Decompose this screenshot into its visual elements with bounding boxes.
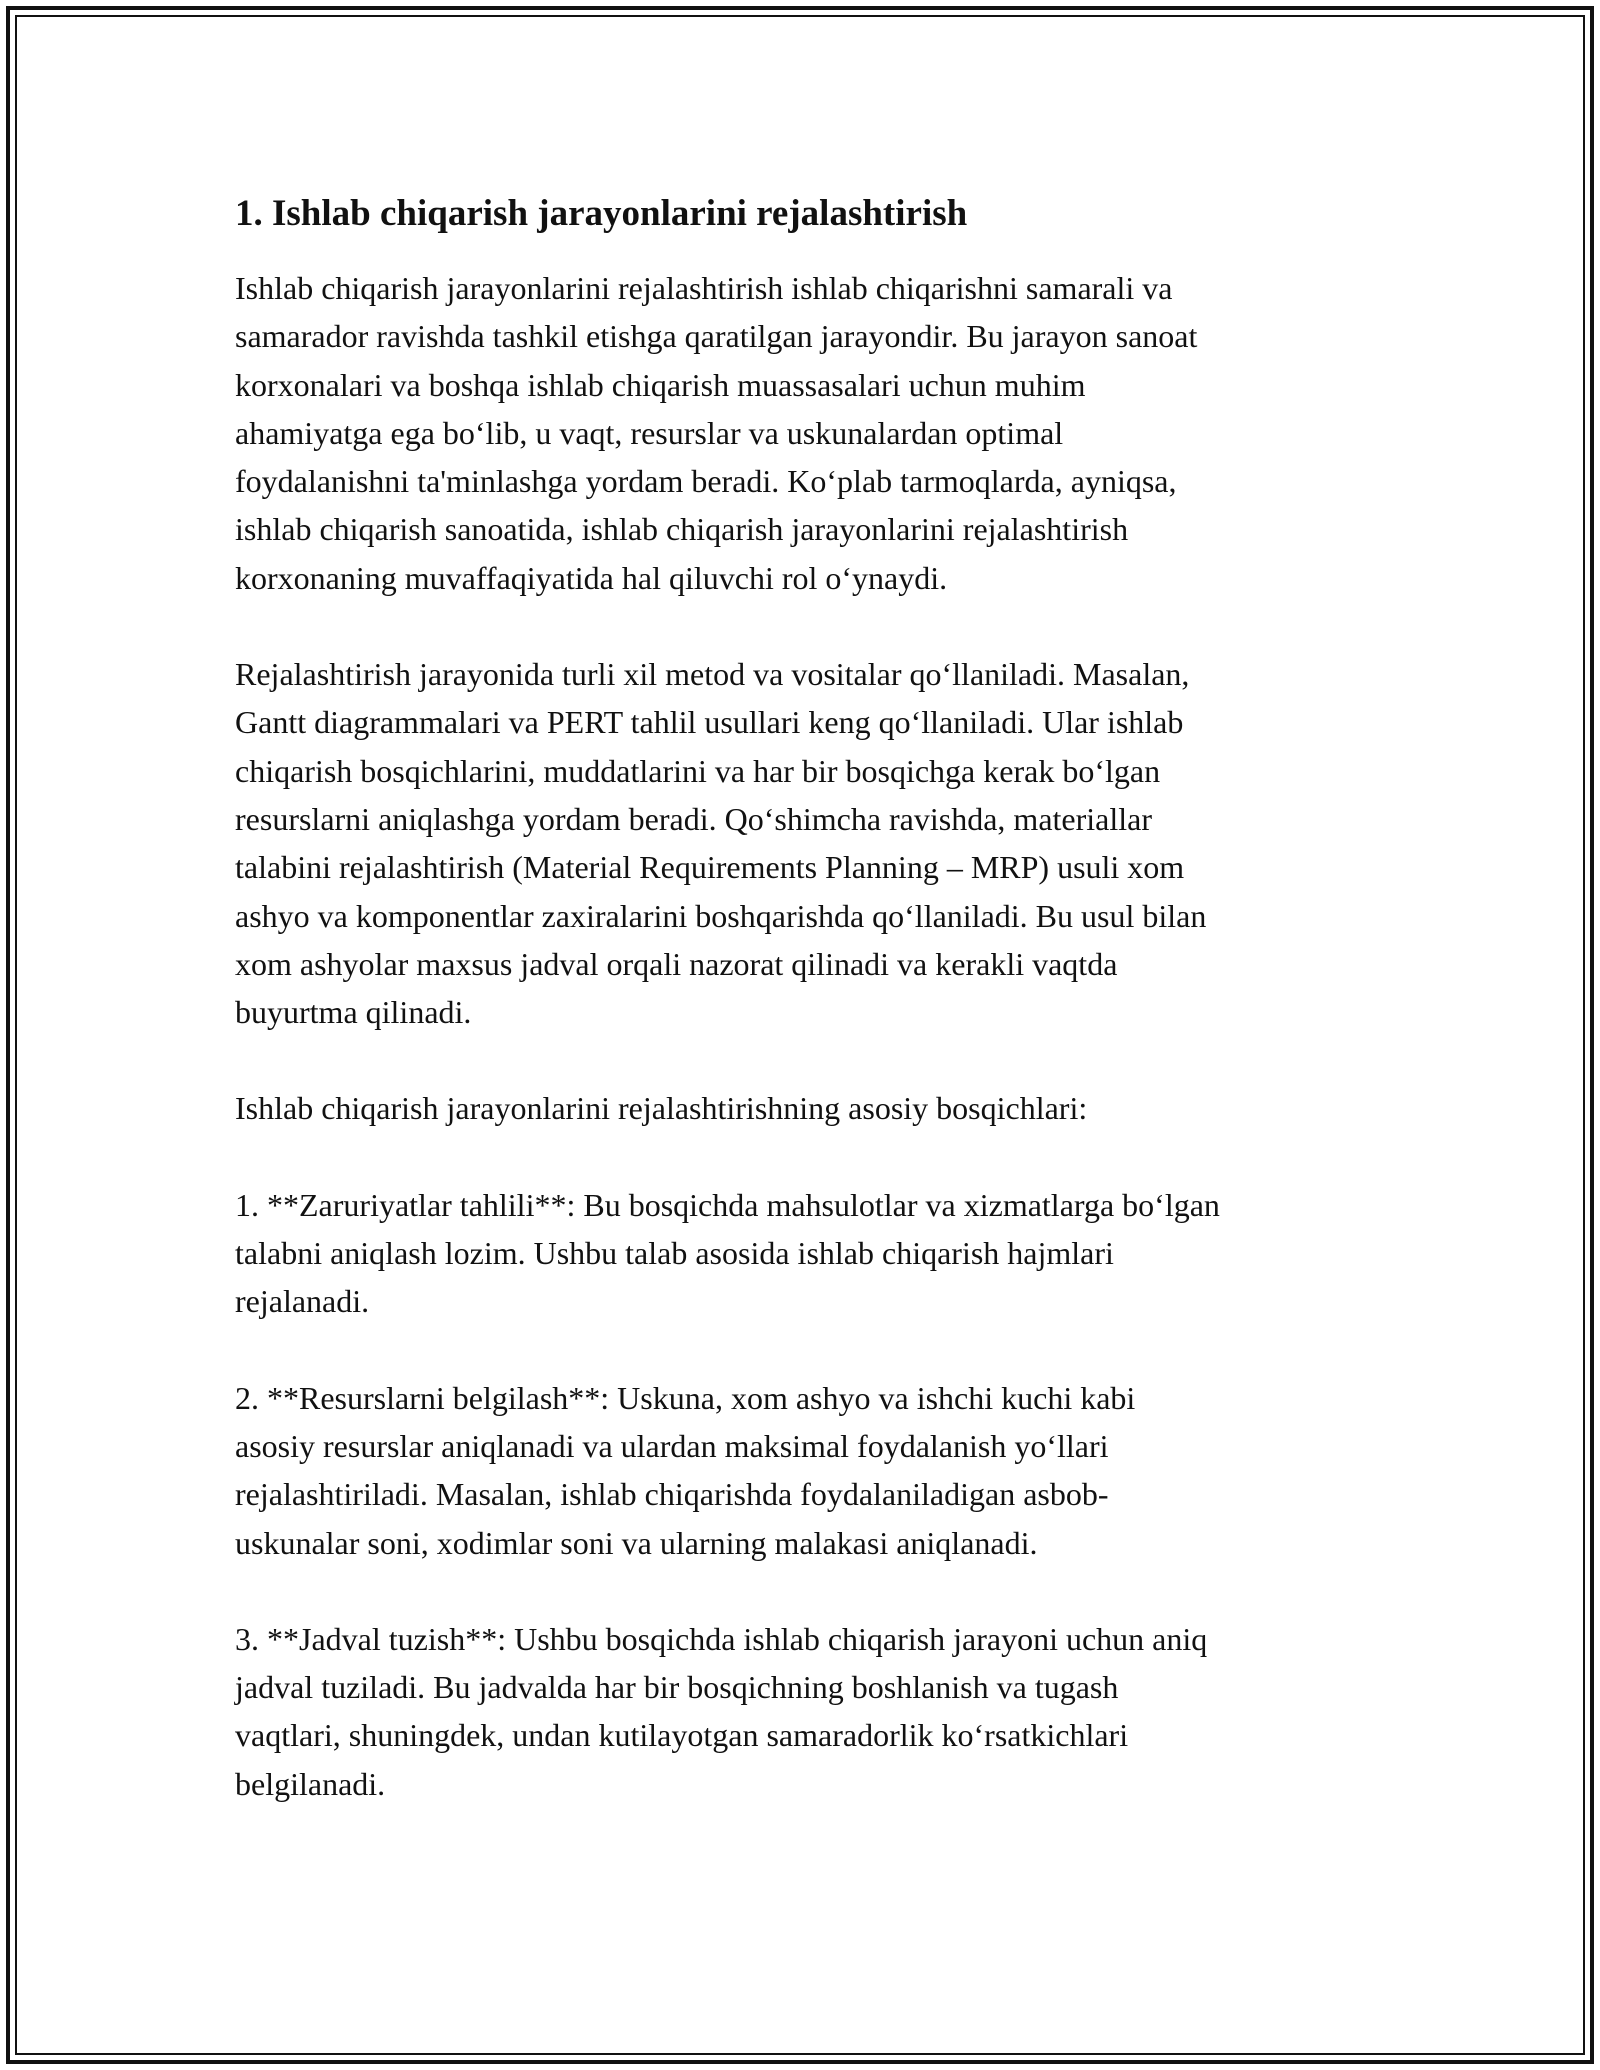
list-item-stage-3: 3. **Jadval tuzish**: Ushbu bosqichda ishlab chiqarish jarayoni uchun aniq jadval tuziladi. Bu jadvalda har bir bosqichning boshlanish va tugash vaqtlari, shuningdek, undan kutilayotgan samaradorlik ko‘rsatkichlari belgilanadi.: [235, 1620, 1208, 1802]
paragraph-methods: Rejalashtirish jarayonida turli xil metod va vositalar qo‘llaniladi. Masalan, Gantt diagrammalari va PERT tahlil usullari keng qo‘llaniladi. Ular ishlab chiqarish bosqichlarini, muddatlarini va har bir bosqichga kerak bo‘lgan resurslarni aniqlashga yordam beradi. Qo‘shimcha ravishda, materiallar talabini rejalashtirish (Material Requirements Planning – MRP) usuli xom ashyo va komponentlar zaxiralarini boshqarishda qo‘llaniladi. Bu usul bilan xom ashyolar maxsus jadval orqali nazorat qilinadi va kerakli vaqtda buyurtma qilinadi.: [235, 656, 1207, 1031]
document-body: [235, 188, 1375, 1856]
paragraph-stages-heading: Ishlab chiqarish jarayonlarini rejalashtirishning asosiy bosqichlari:: [235, 1090, 1088, 1127]
list-item-stage-1: 1. **Zaruriyatlar tahlili**: Bu bosqichda mahsulotlar va xizmatlarga bo‘lgan talabni aniqlash lozim. Ushbu talab asosida ishlab chiqarish hajmlari rejalanadi.: [235, 1186, 1220, 1320]
document-title: 1. Ishlab chiqarish jarayonlarini rejalashtirish: [235, 193, 968, 234]
paragraph-intro: Ishlab chiqarish jarayonlarini rejalashtirish ishlab chiqarishni samarali va samarador ravishda tashkil etishga qaratilgan jarayondir. Bu jarayon sanoat korxonalari va boshqa ishlab chiqarish muassasalari uchun muhim ahamiyatga ega bo‘lib, u vaqt, resurslar va uskunalardan optimal foydalanishni ta'minlashga yordam beradi. Ko‘plab tarmoqlarda, ayniqsa, ishlab chiqarish sanoatida, ishlab chiqarish jarayonlarini rejalashtirish korxonaning muvaffaqiyatida hal qiluvchi rol o‘ynaydi.: [235, 270, 1198, 596]
list-item-stage-2: 2. **Resurslarni belgilash**: Uskuna, xom ashyo va ishchi kuchi kabi asosiy resurslar aniqlanadi va ulardan maksimal foydalanish yo‘llari rejalashtiriladi. Masalan, ishlab chiqarishda foydalaniladigan asbob- uskunalar soni, xodimlar soni va ularning malakasi aniqlanadi.: [235, 1379, 1136, 1561]
